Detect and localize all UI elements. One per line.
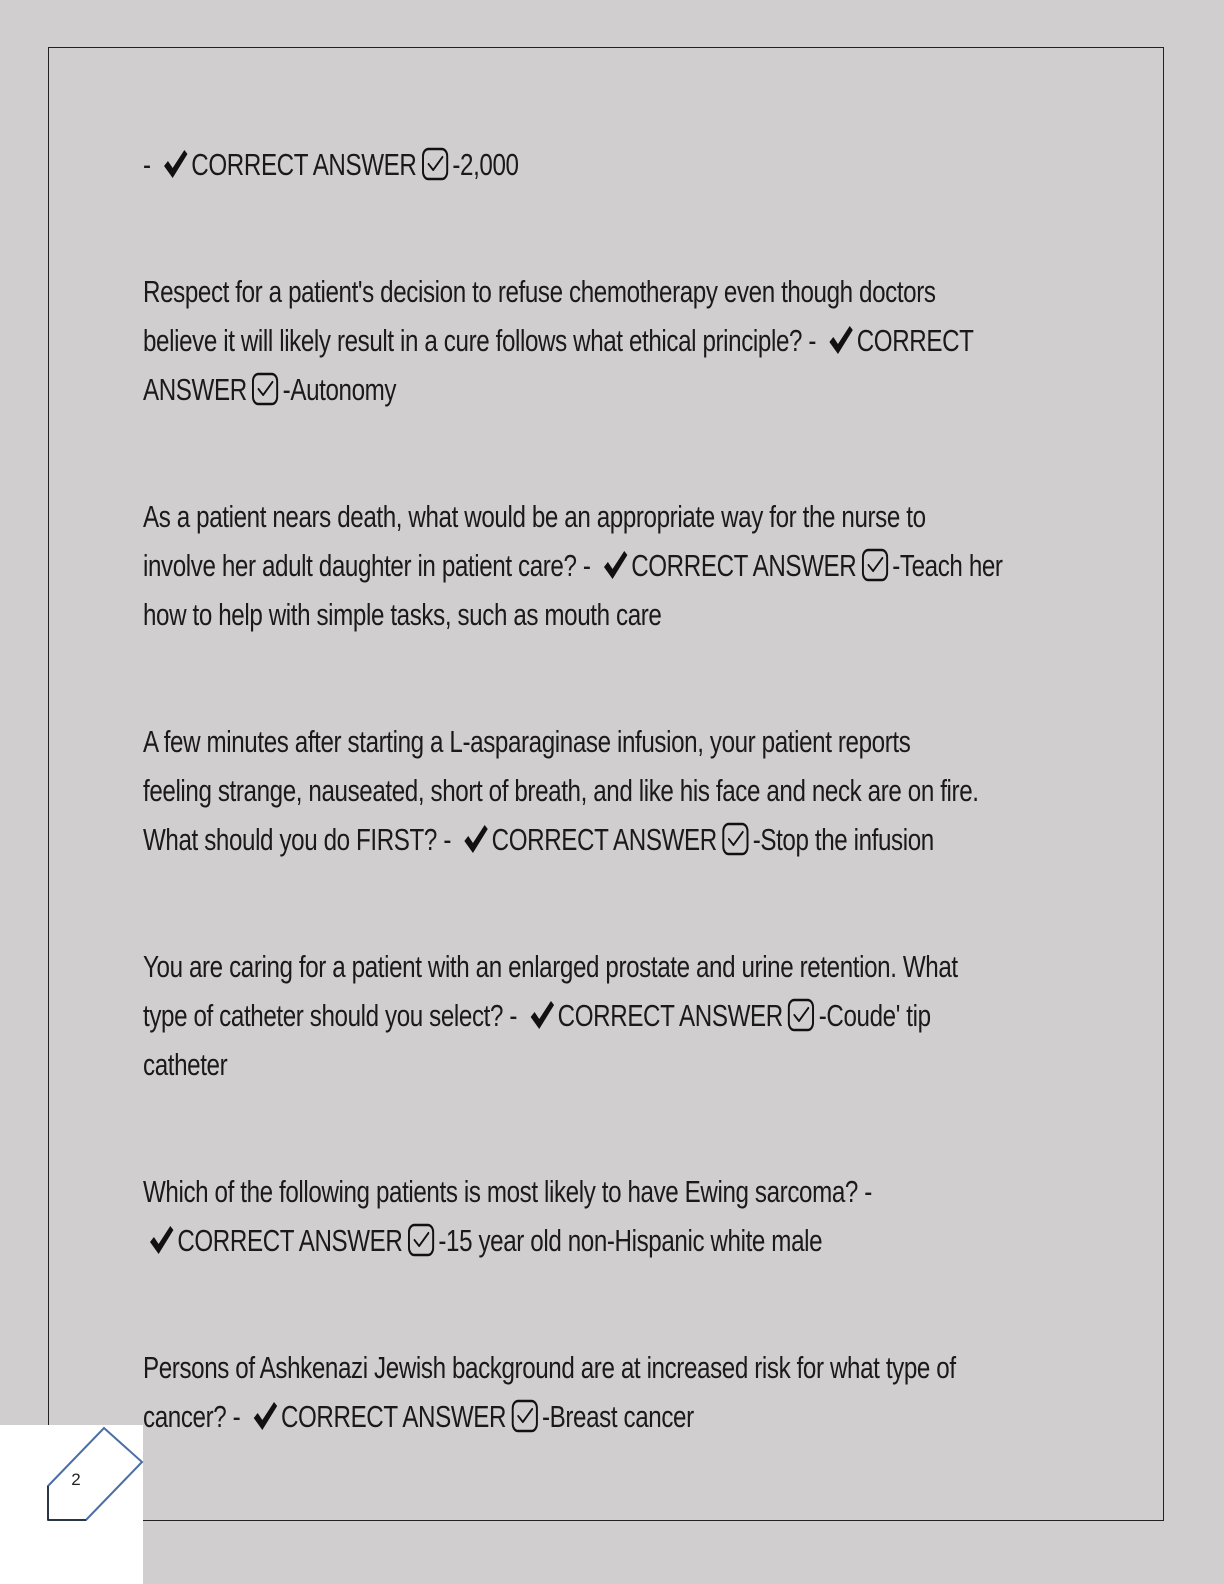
question-text: catheter [143,1047,228,1082]
page-number: 2 [71,1470,81,1489]
text-line [143,541,1003,590]
check-mark-icon [528,997,555,1031]
question-text: believe it will likely result in a cure follows what ethical principle? - [143,323,823,358]
qa-list [143,140,1078,1441]
text-line [143,815,934,864]
qa-item [143,717,1078,864]
question-text: Respect for a patient's decision to refuse chemotherapy even though doctors [143,274,936,309]
answer-text: -Autonomy [282,372,397,407]
check-mark-icon [462,821,489,855]
answer-text: -Stop the infusion [752,822,934,857]
checkbox-checked-icon [721,821,749,857]
question-text: how to help with simple tasks, such as mouth care [143,597,662,632]
answer-label: CORRECT ANSWER [491,822,717,857]
text-line [143,991,931,1040]
checkbox-checked-icon [788,997,816,1033]
qa-item [143,267,1078,414]
question-text: feeling strange, nauseated, short of breath, and like his face and neck are on fire. [143,773,979,808]
text-line [143,942,958,991]
text-line [143,590,872,639]
qa-item [143,1167,1078,1265]
text-line [143,1040,872,1089]
text-line [143,766,979,815]
question-text: What should you do FIRST? - [143,822,458,857]
check-mark-icon [602,547,629,581]
question-text: Which of the following patients is most likely to have Ewing sarcoma? - [143,1174,872,1209]
answer-text: -15 year old non-Hispanic white male [438,1223,823,1258]
text-line [143,1167,872,1216]
question-text: As a patient nears death, what would be an appropriate way for the nurse to [143,499,926,534]
qa-item [143,492,1078,639]
text-line [143,1216,872,1265]
text-line [143,717,911,766]
text-line [143,492,926,541]
text-line [143,1343,956,1392]
checkbox-checked-icon [861,547,889,583]
text-line [143,267,936,316]
question-text: A few minutes after starting a L-asparaginase infusion, your patient reports [143,724,911,759]
answer-text: -Coude' tip [818,998,931,1033]
text-line [143,316,974,365]
answer-label: ANSWER [143,372,247,407]
check-mark-icon [827,322,854,356]
answer-text: -2,000 [452,147,519,182]
qa-item [143,140,1078,189]
answer-label: CORRECT ANSWER [191,147,417,182]
answer-label: CORRECT [856,323,974,358]
checkbox-checked-icon [421,146,449,182]
check-mark-icon [148,1222,175,1256]
check-mark-icon [162,146,189,180]
answer-label: CORRECT ANSWER [631,548,857,583]
answer-text: -Teach her [892,548,1003,583]
question-text: Persons of Ashkenazi Jewish background are at increased risk for what type of [143,1350,956,1385]
checkbox-checked-icon [511,1398,539,1434]
checkbox-checked-icon [251,371,279,407]
text-line [143,140,872,189]
text-line [143,1392,872,1441]
checkbox-checked-icon [407,1222,435,1258]
question-text: cancer? - [143,1399,247,1434]
qa-item [143,1343,1078,1441]
question-text: involve her adult daughter in patient care? - [143,548,597,583]
check-mark-icon [251,1398,278,1432]
answer-label: CORRECT ANSWER [557,998,783,1033]
question-text: You are caring for a patient with an enlarged prostate and urine retention. What [143,949,958,984]
question-text: - [143,147,157,182]
page-number-badge-icon [44,1424,144,1524]
answer-text: -Breast cancer [541,1399,694,1434]
text-line [143,365,872,414]
question-text: type of catheter should you select? - [143,998,524,1033]
qa-item [143,942,1078,1089]
answer-label: CORRECT ANSWER [280,1399,507,1434]
answer-label: CORRECT ANSWER [177,1223,403,1258]
